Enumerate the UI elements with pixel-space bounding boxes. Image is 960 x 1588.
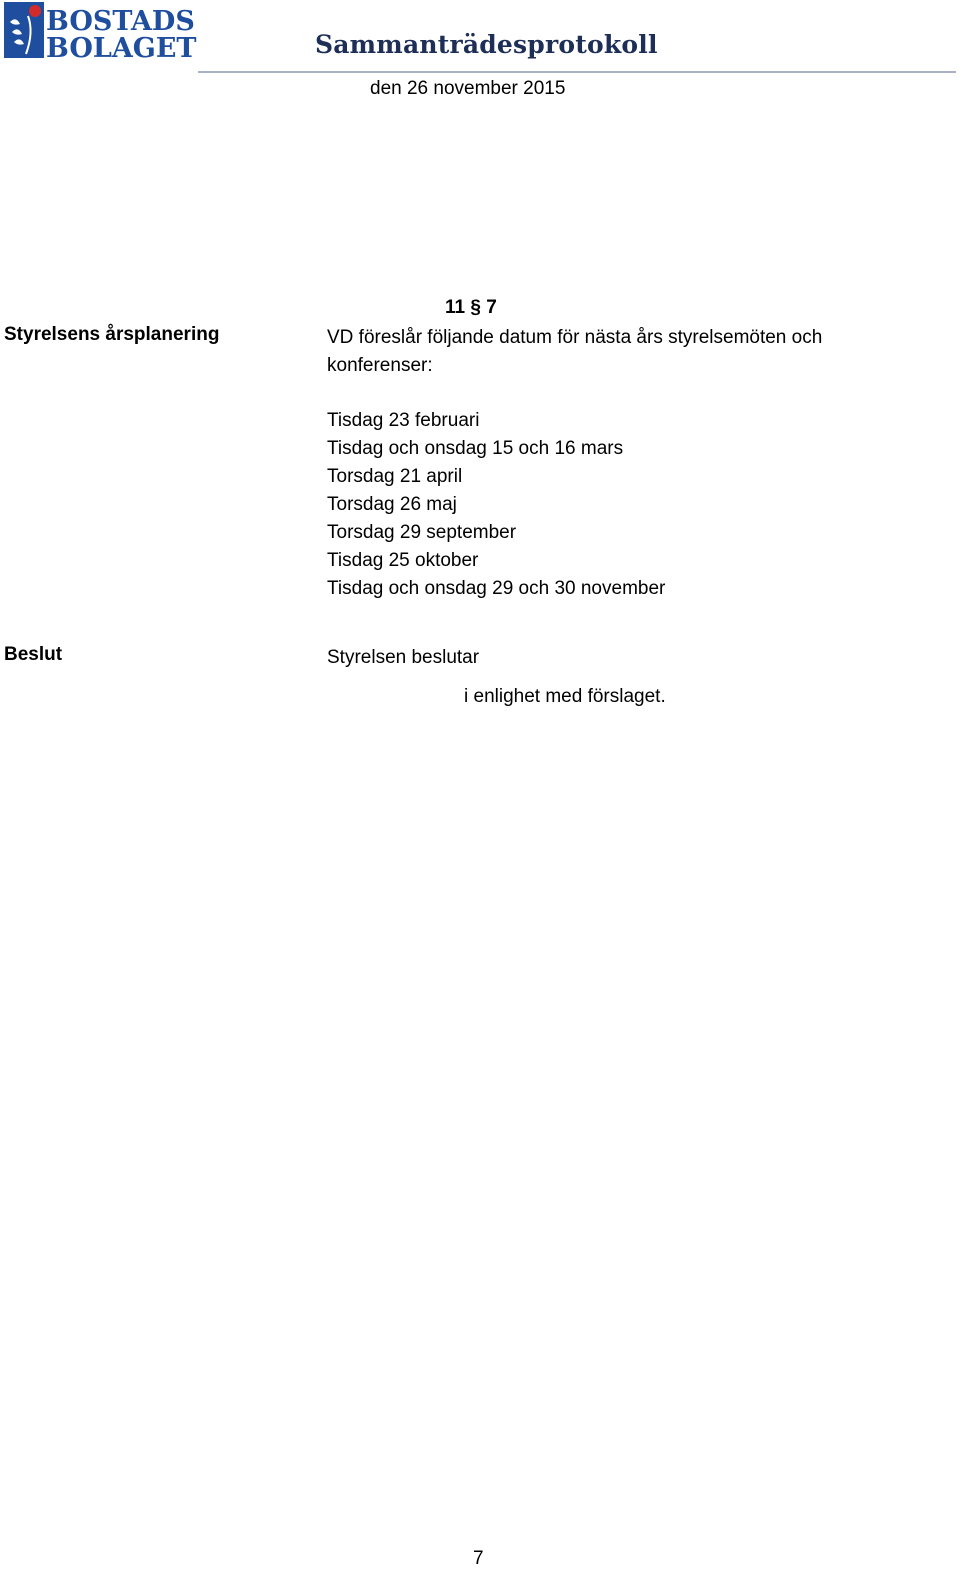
meeting-date: den 26 november 2015 xyxy=(370,78,566,99)
list-item: Torsdag 26 maj xyxy=(327,494,457,515)
list-item: Tisdag och onsdag 15 och 16 mars xyxy=(327,438,624,459)
list-item: Tisdag och onsdag 29 och 30 november xyxy=(327,578,666,599)
list-item: Tisdag 23 februari xyxy=(327,410,480,431)
bostadsbolaget-logo xyxy=(4,2,198,60)
page-title: Sammanträdesprotokoll xyxy=(315,30,658,59)
logo-text-line2: BOLAGET xyxy=(46,33,197,60)
list-item: Tisdag 25 oktober xyxy=(327,550,479,571)
list-item: Torsdag 29 september xyxy=(327,522,517,543)
decision-label: Beslut xyxy=(4,644,63,665)
logo-emblem-rose xyxy=(29,5,41,17)
decision-text: i enlighet med förslaget. xyxy=(464,686,666,707)
page-number: 7 xyxy=(473,1548,484,1569)
section-heading: Styrelsens årsplanering xyxy=(4,324,220,345)
section-intro: VD föreslår följande datum för nästa års styrelsemöten och konferenser: xyxy=(327,327,823,376)
list-item: Torsdag 21 april xyxy=(327,466,463,487)
decision-lead: Styrelsen beslutar xyxy=(327,647,480,668)
logo-text-line1: BOSTADS xyxy=(46,6,195,37)
dates-list xyxy=(327,407,665,603)
section-number: 11 § 7 xyxy=(445,297,497,318)
header-divider xyxy=(198,71,956,73)
